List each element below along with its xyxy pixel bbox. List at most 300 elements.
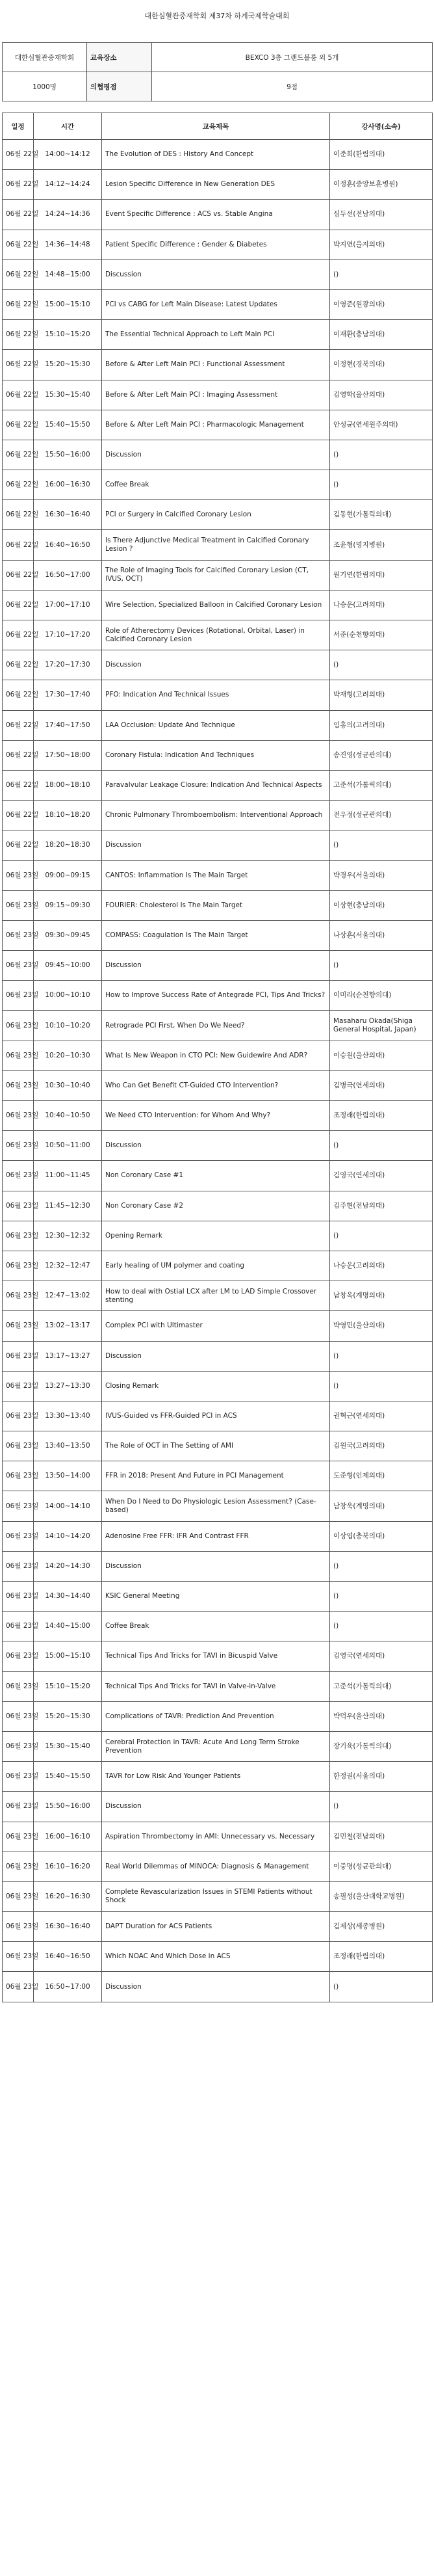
session-speaker: () (330, 1551, 433, 1581)
session-title: Wire Selection, Specialized Balloon in Calcified Coronary Lesion (102, 590, 330, 620)
session-time: 15:10~15:20 (34, 1671, 102, 1701)
session-date: 06월 22일 (3, 560, 34, 590)
session-date: 06월 22일 (3, 770, 34, 800)
session-time: 12:47~13:02 (34, 1281, 102, 1311)
table-row (3, 1521, 433, 1551)
session-time: 15:00~15:10 (34, 1641, 102, 1671)
session-time: 12:30~12:32 (34, 1221, 102, 1251)
table-row (3, 320, 433, 350)
session-time: 13:50~14:00 (34, 1461, 102, 1491)
session-title: Discussion (102, 1792, 330, 1822)
session-time: 16:40~16:50 (34, 1942, 102, 1972)
session-speaker: 송필성(울산대학교병원) (330, 1881, 433, 1911)
session-speaker: 이정현(경북의대) (330, 350, 433, 380)
session-title: Before & After Left Main PCI : Functional Assessment (102, 350, 330, 380)
table-row (3, 500, 433, 530)
session-speaker: 이승원(울산의대) (330, 1041, 433, 1070)
session-time: 10:50~11:00 (34, 1131, 102, 1161)
session-date: 06월 22일 (3, 320, 34, 350)
session-time: 16:40~16:50 (34, 530, 102, 560)
session-speaker: () (330, 1972, 433, 2002)
session-date: 06월 23일 (3, 1942, 34, 1972)
session-title: Cerebral Protection in TAVR: Acute And Long Term Stroke Prevention (102, 1731, 330, 1761)
session-date: 06월 22일 (3, 500, 34, 530)
session-time: 14:00~14:12 (34, 140, 102, 170)
session-title: Non Coronary Case #1 (102, 1161, 330, 1191)
table-row (3, 1281, 433, 1311)
session-time: 17:10~17:20 (34, 620, 102, 650)
session-title: Chronic Pulmonary Thromboembolism: Interventional Approach (102, 801, 330, 830)
session-title: Lesion Specific Difference in New Generation DES (102, 170, 330, 200)
session-time: 17:20~17:30 (34, 650, 102, 680)
table-row (3, 560, 433, 590)
session-date: 06월 22일 (3, 680, 34, 710)
session-date: 06월 22일 (3, 710, 34, 740)
session-time: 14:40~15:00 (34, 1612, 102, 1641)
header-date: 일정 (3, 113, 34, 140)
session-date: 06월 23일 (3, 1641, 34, 1671)
session-speaker: 박경우(서울의대) (330, 860, 433, 890)
table-row (3, 680, 433, 710)
session-time: 16:00~16:10 (34, 1822, 102, 1852)
session-time: 15:00~15:10 (34, 289, 102, 319)
table-row (3, 1401, 433, 1431)
session-date: 06월 23일 (3, 1161, 34, 1191)
session-title: Discussion (102, 1131, 330, 1161)
session-speaker: 이미라(순천향의대) (330, 981, 433, 1011)
table-row (3, 650, 433, 680)
info-row-venue (3, 43, 433, 72)
session-speaker: 장기육(가톨릭의대) (330, 1731, 433, 1761)
table-row (3, 170, 433, 200)
session-date: 06월 22일 (3, 200, 34, 230)
table-row (3, 1431, 433, 1461)
session-time: 09:30~09:45 (34, 920, 102, 950)
session-date: 06월 23일 (3, 1131, 34, 1161)
table-row (3, 410, 433, 440)
session-title: Closing Remark (102, 1371, 330, 1401)
session-date: 06월 23일 (3, 1041, 34, 1070)
table-row (3, 590, 433, 620)
session-title: Event Specific Difference : ACS vs. Stable Angina (102, 200, 330, 230)
session-speaker: 나승운(고려의대) (330, 590, 433, 620)
session-speaker: 김영학(울산의대) (330, 380, 433, 410)
session-time: 10:30~10:40 (34, 1070, 102, 1100)
session-title: Is There Adjunctive Medical Treatment in Calcified Coronary Lesion ? (102, 530, 330, 560)
session-speaker: 심두선(전남의대) (330, 200, 433, 230)
table-row (3, 1942, 433, 1972)
session-title: FFR in 2018: Present And Future in PCI Management (102, 1461, 330, 1491)
session-time: 14:20~14:30 (34, 1551, 102, 1581)
session-title: PCI vs CABG for Left Main Disease: Latest Updates (102, 289, 330, 319)
table-row (3, 1191, 433, 1221)
session-date: 06월 23일 (3, 1671, 34, 1701)
table-row (3, 1582, 433, 1612)
session-time: 13:40~13:50 (34, 1431, 102, 1461)
table-row (3, 259, 433, 289)
session-title: How to deal with Ostial LCX after LM to LAD Simple Crossover stenting (102, 1281, 330, 1311)
session-title: Discussion (102, 1341, 330, 1371)
table-row (3, 1551, 433, 1581)
session-date: 06월 23일 (3, 1101, 34, 1131)
table-row (3, 200, 433, 230)
session-title: TAVR for Low Risk And Younger Patients (102, 1762, 330, 1792)
session-title: Discussion (102, 650, 330, 680)
table-row (3, 981, 433, 1011)
session-date: 06월 23일 (3, 1852, 34, 1881)
session-speaker: () (330, 650, 433, 680)
session-date: 06월 23일 (3, 1762, 34, 1792)
session-title: Discussion (102, 1972, 330, 2002)
table-row (3, 740, 433, 770)
session-title: Which NOAC And Which Dose in ACS (102, 1942, 330, 1972)
session-title: Discussion (102, 951, 330, 981)
table-row (3, 530, 433, 560)
info-row-credit (3, 72, 433, 101)
table-row (3, 1762, 433, 1792)
session-title: Adenosine Free FFR: IFR And Contrast FFR (102, 1521, 330, 1551)
session-date: 06월 23일 (3, 1311, 34, 1341)
session-date: 06월 23일 (3, 1521, 34, 1551)
table-row (3, 710, 433, 740)
table-row (3, 1461, 433, 1491)
session-title: Before & After Left Main PCI : Pharmacologic Management (102, 410, 330, 440)
table-row (3, 1852, 433, 1881)
table-row (3, 1371, 433, 1401)
session-speaker: 박재형(고려의대) (330, 680, 433, 710)
session-date: 06월 22일 (3, 530, 34, 560)
session-speaker: Masaharu Okada(Shiga General Hospital, Japan) (330, 1011, 433, 1041)
session-date: 06월 22일 (3, 170, 34, 200)
session-time: 17:00~17:10 (34, 590, 102, 620)
session-title: Coffee Break (102, 470, 330, 500)
session-time: 14:36~14:48 (34, 230, 102, 259)
session-time: 10:40~10:50 (34, 1101, 102, 1131)
session-title: What Is New Weapon in CTO PCI: New Guidewire And ADR? (102, 1041, 330, 1070)
session-time: 16:50~17:00 (34, 560, 102, 590)
session-speaker: 김병극(연세의대) (330, 1070, 433, 1100)
table-row (3, 350, 433, 380)
session-title: Before & After Left Main PCI : Imaging Assessment (102, 380, 330, 410)
session-time: 18:20~18:30 (34, 830, 102, 860)
session-speaker: () (330, 1221, 433, 1251)
session-title: When Do I Need to Do Physiologic Lesion Assessment? (Case-based) (102, 1491, 330, 1521)
session-title: Discussion (102, 1551, 330, 1581)
session-date: 06월 23일 (3, 1612, 34, 1641)
session-speaker: 김민철(전남의대) (330, 1822, 433, 1852)
table-row (3, 920, 433, 950)
session-time: 16:20~16:30 (34, 1881, 102, 1911)
session-title: COMPASS: Coagulation Is The Main Target (102, 920, 330, 950)
schedule-header-row (3, 113, 433, 140)
session-speaker: 박지연(을지의대) (330, 230, 433, 259)
session-time: 18:00~18:10 (34, 770, 102, 800)
session-date: 06월 23일 (3, 890, 34, 920)
session-date: 06월 22일 (3, 140, 34, 170)
session-title: Discussion (102, 259, 330, 289)
session-speaker: 전우정(성균관의대) (330, 801, 433, 830)
session-title: Real World Dilemmas of MINOCA: Diagnosis & Management (102, 1852, 330, 1881)
table-row (3, 1671, 433, 1701)
session-speaker: () (330, 1792, 433, 1822)
session-date: 06월 23일 (3, 1491, 34, 1521)
session-time: 14:00~14:10 (34, 1491, 102, 1521)
session-speaker: () (330, 1371, 433, 1401)
session-date: 06월 22일 (3, 410, 34, 440)
session-title: Complete Revascularization Issues in STEMI Patients without Shock (102, 1881, 330, 1911)
session-date: 06월 22일 (3, 259, 34, 289)
table-row (3, 1041, 433, 1070)
session-title: Technical Tips And Tricks for TAVI in Bicuspid Valve (102, 1641, 330, 1671)
table-row (3, 860, 433, 890)
session-title: DAPT Duration for ACS Patients (102, 1912, 330, 1942)
table-row (3, 1131, 433, 1161)
session-time: 14:48~15:00 (34, 259, 102, 289)
table-row (3, 1221, 433, 1251)
session-title: Technical Tips And Tricks for TAVI in Valve-in-Valve (102, 1671, 330, 1701)
session-speaker: 고준석(가톨릭의대) (330, 770, 433, 800)
session-time: 14:30~14:40 (34, 1582, 102, 1612)
session-time: 15:50~16:00 (34, 440, 102, 470)
session-date: 06월 23일 (3, 1822, 34, 1852)
session-date: 06월 23일 (3, 1070, 34, 1100)
session-date: 06월 22일 (3, 470, 34, 500)
session-time: 11:00~11:45 (34, 1161, 102, 1191)
session-time: 17:30~17:40 (34, 680, 102, 710)
session-date: 06월 22일 (3, 289, 34, 319)
session-date: 06월 22일 (3, 740, 34, 770)
session-speaker: 고준석(가톨릭의대) (330, 1671, 433, 1701)
venue-label: 교육장소 (87, 43, 152, 72)
table-row (3, 1341, 433, 1371)
session-time: 10:00~10:10 (34, 981, 102, 1011)
session-time: 09:45~10:00 (34, 951, 102, 981)
table-row (3, 801, 433, 830)
session-date: 06월 23일 (3, 1792, 34, 1822)
session-title: KSIC General Meeting (102, 1582, 330, 1612)
session-time: 15:40~15:50 (34, 1762, 102, 1792)
table-row (3, 830, 433, 860)
session-speaker: () (330, 440, 433, 470)
session-time: 09:00~09:15 (34, 860, 102, 890)
table-row (3, 1912, 433, 1942)
session-time: 14:10~14:20 (34, 1521, 102, 1551)
session-date: 06월 22일 (3, 801, 34, 830)
table-row (3, 140, 433, 170)
table-row (3, 289, 433, 319)
session-speaker: 한정권(서울의대) (330, 1762, 433, 1792)
session-time: 13:17~13:27 (34, 1341, 102, 1371)
table-row (3, 1972, 433, 2002)
session-speaker: 박영민(울산의대) (330, 1311, 433, 1341)
session-date: 06월 23일 (3, 1701, 34, 1731)
table-row (3, 1491, 433, 1521)
session-date: 06월 23일 (3, 1251, 34, 1281)
session-speaker: 나승운(고려의대) (330, 1251, 433, 1281)
venue-value: BEXCO 3층 그랜드볼룸 외 5개 (152, 43, 433, 72)
session-time: 10:10~10:20 (34, 1011, 102, 1041)
session-speaker: () (330, 1612, 433, 1641)
table-row (3, 770, 433, 800)
session-date: 06월 23일 (3, 1341, 34, 1371)
session-title: How to Improve Success Rate of Antegrade PCI, Tips And Tricks? (102, 981, 330, 1011)
session-title: Complex PCI with Ultimaster (102, 1311, 330, 1341)
session-date: 06월 23일 (3, 1281, 34, 1311)
session-title: The Role of Imaging Tools for Calcified Coronary Lesion (CT, IVUS, OCT) (102, 560, 330, 590)
session-time: 13:27~13:30 (34, 1371, 102, 1401)
session-date: 06월 22일 (3, 830, 34, 860)
session-title: Coronary Fistula: Indication And Techniques (102, 740, 330, 770)
session-time: 16:30~16:40 (34, 1912, 102, 1942)
session-speaker: 도준형(인제의대) (330, 1461, 433, 1491)
session-speaker: 이중명(성균관의대) (330, 1852, 433, 1881)
session-speaker: 남창욱(계명의대) (330, 1491, 433, 1521)
session-time: 15:10~15:20 (34, 320, 102, 350)
session-time: 13:30~13:40 (34, 1401, 102, 1431)
table-row (3, 440, 433, 470)
session-time: 15:40~15:50 (34, 410, 102, 440)
session-date: 06월 23일 (3, 1221, 34, 1251)
session-speaker: 김동현(가톨릭의대) (330, 500, 433, 530)
session-speaker: 이정훈(중앙보훈병원) (330, 170, 433, 200)
session-speaker: 나상훈(서울의대) (330, 920, 433, 950)
session-date: 06월 23일 (3, 860, 34, 890)
table-row (3, 1701, 433, 1731)
session-time: 16:10~16:20 (34, 1852, 102, 1881)
session-speaker: () (330, 951, 433, 981)
session-title: The Role of OCT in The Setting of AMI (102, 1431, 330, 1461)
session-date: 06월 23일 (3, 920, 34, 950)
session-speaker: () (330, 1582, 433, 1612)
session-time: 15:20~15:30 (34, 350, 102, 380)
session-date: 06월 23일 (3, 981, 34, 1011)
session-date: 06월 22일 (3, 620, 34, 650)
session-speaker: 박덕우(울산의대) (330, 1701, 433, 1731)
schedule-body (3, 140, 433, 2002)
session-date: 06월 23일 (3, 1191, 34, 1221)
credit-value: 9점 (152, 72, 433, 101)
page-title: 대한심혈관중재학회 제37차 하계국제학술대회 (144, 12, 290, 20)
session-date: 06월 23일 (3, 1912, 34, 1942)
session-title: Non Coronary Case #2 (102, 1191, 330, 1221)
table-row (3, 951, 433, 981)
session-speaker: 서준(순천향의대) (330, 620, 433, 650)
session-speaker: 김영국(연세의대) (330, 1161, 433, 1191)
session-title: Patient Specific Difference : Gender & Diabetes (102, 230, 330, 259)
session-date: 06월 22일 (3, 440, 34, 470)
table-row (3, 1251, 433, 1281)
session-title: Role of Atherectomy Devices (Rotational, Orbital, Laser) in Calcified Coronary Lesion (102, 620, 330, 650)
session-speaker: 이상엽(충북의대) (330, 1521, 433, 1551)
session-date: 06월 23일 (3, 1582, 34, 1612)
session-speaker: () (330, 470, 433, 500)
table-row (3, 1731, 433, 1761)
session-date: 06월 23일 (3, 1551, 34, 1581)
session-time: 17:40~17:50 (34, 710, 102, 740)
credit-label: 의협평점 (87, 72, 152, 101)
table-row (3, 1101, 433, 1131)
session-date: 06월 22일 (3, 230, 34, 259)
table-row (3, 470, 433, 500)
session-date: 06월 23일 (3, 1431, 34, 1461)
session-title: Discussion (102, 440, 330, 470)
session-speaker: 남창옥(계명의대) (330, 1281, 433, 1311)
session-title: FOURIER: Cholesterol Is The Main Target (102, 890, 330, 920)
session-time: 13:02~13:17 (34, 1311, 102, 1341)
session-speaker: 김영국(연세의대) (330, 1641, 433, 1671)
session-title: PFO: Indication And Technical Issues (102, 680, 330, 710)
session-time: 12:32~12:47 (34, 1251, 102, 1281)
session-date: 06월 23일 (3, 1401, 34, 1431)
session-speaker: 조정래(한림의대) (330, 1101, 433, 1131)
session-date: 06월 22일 (3, 590, 34, 620)
table-row (3, 1612, 433, 1641)
session-date: 06월 23일 (3, 1371, 34, 1401)
session-speaker: 김원국(고려의대) (330, 1431, 433, 1461)
table-row (3, 1011, 433, 1041)
session-title: CANTOS: Inflammation Is The Main Target (102, 860, 330, 890)
session-date: 06월 23일 (3, 1972, 34, 2002)
session-date: 06월 23일 (3, 1011, 34, 1041)
session-speaker: () (330, 830, 433, 860)
session-time: 18:10~18:20 (34, 801, 102, 830)
session-date: 06월 23일 (3, 1461, 34, 1491)
table-row (3, 230, 433, 259)
session-title: IVUS-Guided vs FFR-Guided PCI in ACS (102, 1401, 330, 1431)
session-time: 09:15~09:30 (34, 890, 102, 920)
session-speaker: 이영준(원광의대) (330, 289, 433, 319)
session-title: Complications of TAVR: Prediction And Prevention (102, 1701, 330, 1731)
session-time: 11:45~12:30 (34, 1191, 102, 1221)
session-time: 15:20~15:30 (34, 1701, 102, 1731)
session-title: The Essential Technical Approach to Left Main PCI (102, 320, 330, 350)
session-title: Who Can Get Benefit CT-Guided CTO Intervention? (102, 1070, 330, 1100)
headcount-value: 1000명 (3, 72, 87, 101)
session-date: 06월 23일 (3, 1881, 34, 1911)
session-speaker: 이재환(충남의대) (330, 320, 433, 350)
session-time: 15:30~15:40 (34, 380, 102, 410)
host-name: 대한심혈관중재학회 (3, 43, 87, 72)
table-row (3, 1641, 433, 1671)
table-row (3, 1070, 433, 1100)
event-info-table (2, 42, 433, 101)
table-row (3, 1311, 433, 1341)
session-title: PCI or Surgery in Calcified Coronary Lesion (102, 500, 330, 530)
session-date: 06월 22일 (3, 380, 34, 410)
header-title: 교육제목 (102, 113, 330, 140)
table-row (3, 380, 433, 410)
schedule-table (2, 113, 433, 2002)
session-date: 06월 23일 (3, 951, 34, 981)
session-title: LAA Occlusion: Update And Technique (102, 710, 330, 740)
session-title: Retrograde PCI First, When Do We Need? (102, 1011, 330, 1041)
session-speaker: 권혁근(연세의대) (330, 1401, 433, 1431)
table-row (3, 1881, 433, 1911)
session-time: 16:50~17:00 (34, 1972, 102, 2002)
session-speaker: 조윤형(명지병원) (330, 530, 433, 560)
session-speaker: 김제상(세종병원) (330, 1912, 433, 1942)
session-date: 06월 22일 (3, 650, 34, 680)
session-speaker: () (330, 1131, 433, 1161)
session-speaker: 이준희(한림의대) (330, 140, 433, 170)
session-speaker: 송진영(성균관의대) (330, 740, 433, 770)
session-speaker: () (330, 259, 433, 289)
table-row (3, 890, 433, 920)
session-title: Coffee Break (102, 1612, 330, 1641)
session-speaker: 임홍의(고려의대) (330, 710, 433, 740)
session-time: 14:24~14:36 (34, 200, 102, 230)
session-title: Paravalvular Leakage Closure: Indication And Technical Aspects (102, 770, 330, 800)
